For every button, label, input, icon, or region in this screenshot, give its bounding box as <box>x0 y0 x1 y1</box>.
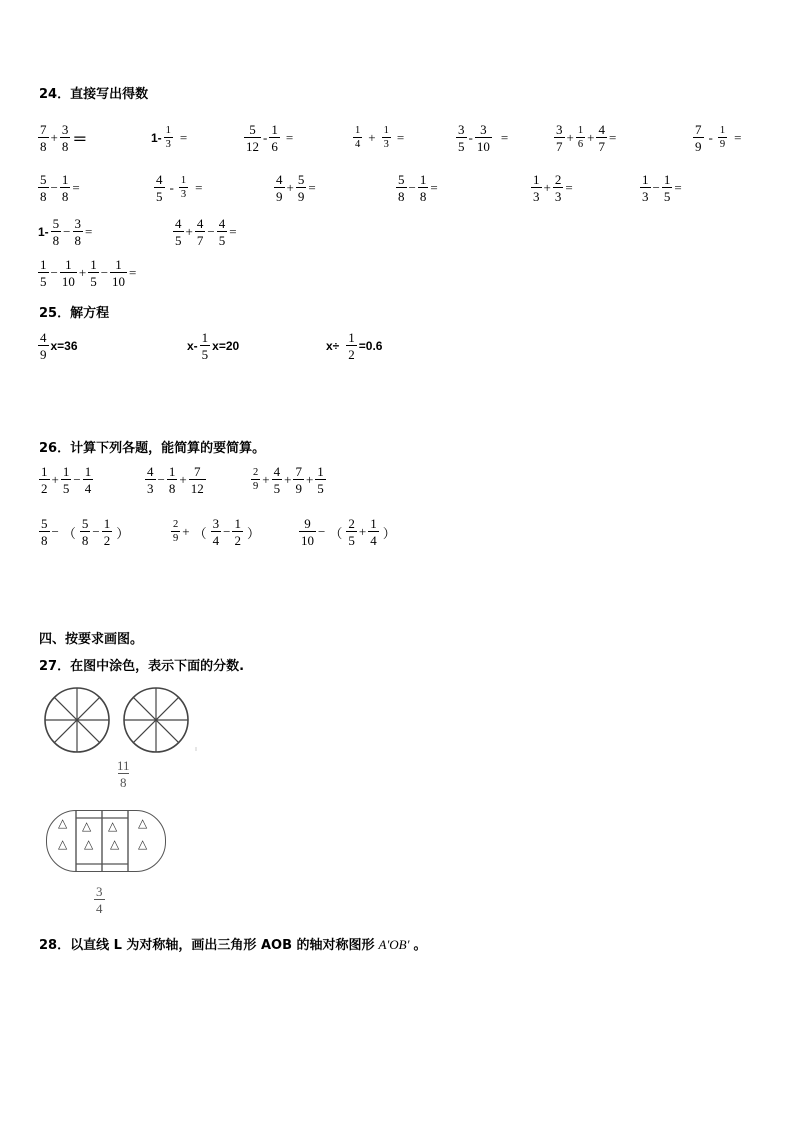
q25-e1: $\frac{4}{9}$ x=36 <box>40 330 78 362</box>
q24-r4-e1: $\frac{1}{5}$ − $\frac{1}{10}$ + $\frac{1}{5}$ − $\frac{1}{10}$ = <box>40 257 137 289</box>
triangle-icon: △ <box>84 837 94 851</box>
q24-r1-e3: $\frac{5}{12}$ - $\frac{1}{6}$ = <box>246 122 294 154</box>
triangle-icon: △ <box>82 819 92 833</box>
q24-r3-e2: $\frac{4}{5}$ + $\frac{4}{7}$ − $\frac{4}{5}$ = <box>175 216 237 248</box>
q24-r1-e1: $\frac{7}{8}$ + $\frac{3}{8}$ ＝ <box>40 122 88 154</box>
q25-e2: x- $\frac{1}{5}$ x=20 <box>187 330 240 362</box>
q25-title: 25．解方程 <box>39 306 110 321</box>
triangle-icon: △ <box>110 837 120 851</box>
q24-r3-e1: 1- $\frac{5}{8}$ − $\frac{3}{8}$ = <box>38 216 93 248</box>
q27-title: 27．在图中涂色，表示下面的分数. <box>39 659 245 674</box>
q24-r1-e5: $\frac{3}{5}$ - $\frac{3}{10}$ = <box>458 122 509 154</box>
q26-e6: $\frac{9}{10}$ − （ $\frac{2}{5}$ + $\frac{1}{4}$ ） <box>301 516 396 548</box>
triangle-icon: △ <box>58 837 68 851</box>
q24-title: 24．直接写出得数 <box>39 87 149 102</box>
circle-eighths-left[interactable] <box>45 688 109 752</box>
q24-r2-e5: $\frac{1}{3}$ + $\frac{2}{3}$ = <box>533 172 573 204</box>
q24-r2-e3: $\frac{4}{9}$ + $\frac{5}{9}$ = <box>276 172 316 204</box>
q24-r1-e7: $\frac{7}{9}$ - $\frac{1}{9}$ = <box>695 122 742 154</box>
q24-r1-e6: $\frac{3}{7}$ + $\frac{1}{6}$ + $\frac{4}{7}$ = <box>556 122 617 154</box>
circle-eighths-right[interactable] <box>124 688 188 752</box>
q24-r2-e6: $\frac{1}{3}$ − $\frac{1}{5}$ = <box>642 172 682 204</box>
q26-e2: $\frac{4}{3}$ − $\frac{1}{8}$ + $\frac{7}{12}$ <box>147 464 204 496</box>
q26-title: 26．计算下列各题，能简算的要简算。 <box>39 441 266 456</box>
q28-title: 28．以直线 L 为对称轴，画出三角形 AOB 的轴对称图形 A′OB′ 。 <box>39 937 427 953</box>
q24-r1-e2: 1- $\frac{1}{3}$ = <box>151 124 188 150</box>
q24-r1-e4: $\frac{1}{4}$ + $\frac{1}{3}$ = <box>355 124 405 150</box>
q25-e3: x÷ $\frac{1}{2}$ =0.6 <box>326 330 383 362</box>
q24-r2-e2: $\frac{4}{5}$ - $\frac{1}{3}$ = <box>156 172 203 204</box>
q26-e3: $\frac{2}{9}$ + $\frac{4}{5}$ + $\frac{7}{9}$ + $\frac{1}{5}$ <box>253 464 324 496</box>
q26-e5: $\frac{2}{9}$ + （ $\frac{3}{4}$ − $\frac{1}{2}$ ） <box>173 516 260 548</box>
triangle-icon: △ <box>138 816 148 830</box>
triangle-icon: △ <box>138 837 148 851</box>
q27-fraction-11-8: $\frac{11}{8}$ <box>117 758 130 790</box>
q27-fraction-3-4: $\frac{3}{4}$ <box>96 884 103 916</box>
circle-pair-figure <box>40 683 210 763</box>
triangle-icon: △ <box>108 819 118 833</box>
section4-title: 四、按要求画图。 <box>39 632 144 647</box>
q24-r2-e4: $\frac{5}{8}$ − $\frac{1}{8}$ = <box>398 172 438 204</box>
triangle-icon: △ <box>58 816 68 830</box>
q24-r2-e1: $\frac{5}{8}$ − $\frac{1}{8}$ = <box>40 172 80 204</box>
q26-e4: $\frac{5}{8}$ − （ $\frac{5}{8}$ − $\frac{1}{2}$ ） <box>41 516 130 548</box>
q26-e1: $\frac{1}{2}$ + $\frac{1}{5}$ − $\frac{1}{4}$ <box>41 464 92 496</box>
